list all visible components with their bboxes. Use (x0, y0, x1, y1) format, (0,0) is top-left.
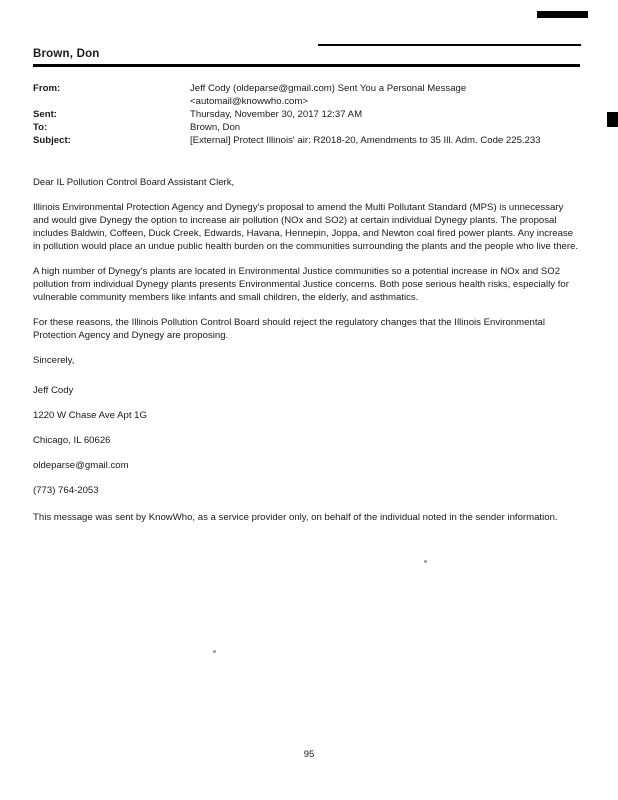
scan-artifact-corner (537, 11, 588, 18)
meta-row-sent (33, 108, 580, 121)
body-paragraph-2: A high number of Dynegy's plants are located in Environmental Justice communities so a potential increase in NOx and SO2 pollution from individual Dynegy plants presents Environmental Justice concerns. Both pose serious health risks, especially for vulnerable community members like infants and small children, the elderly, and asthmatics. (33, 266, 569, 303)
signature-email: oldeparse@gmail.com (33, 460, 129, 471)
body-paragraph-1: Illinois Environmental Protection Agency and Dynegy's proposal to amend the Multi Pollutant Standard (MPS) is unnecessary and would give Dynegy the option to increase air pollution (NOx and SO2) at certain individual Dynegy plants. The proposal includes Baldwin, Coffeen, Duck Creek, Edwards, Havana, Hennepin, Joppa, and Newton coal fired power plants. Any increase in pollution would place an undue public health burden on the communities surrounding the plants and the people who live there. (33, 202, 579, 252)
meta-row-subject (33, 134, 580, 147)
email-header-bar (33, 48, 580, 67)
page-number: 95 (303, 749, 315, 760)
scan-artifact-top-line (318, 44, 581, 46)
scan-artifact-edge-mark (607, 112, 618, 127)
header-divider (33, 64, 580, 67)
scan-speck (213, 650, 216, 653)
sent-label: Sent: (33, 109, 57, 120)
signature-name: Jeff Cody (33, 385, 74, 396)
salutation: Dear IL Pollution Control Board Assistant Clerk, (33, 177, 235, 188)
sent-value: Thursday, November 30, 2017 12:37 AM (190, 109, 363, 120)
service-footer: This message was sent by KnowWho, as a service provider only, on behalf of the individual noted in the sender information. (33, 512, 558, 523)
scan-speck (424, 560, 427, 563)
email-meta (33, 82, 580, 147)
to-label: To: (33, 122, 48, 133)
signature-address-line1: 1220 W Chase Ave Apt 1G (33, 410, 147, 421)
signature-phone: (773) 764-2053 (33, 485, 99, 496)
closing: Sincerely, (33, 355, 75, 366)
meta-row-to (33, 121, 580, 134)
from-label: From: (33, 83, 61, 94)
subject-value: [External] Protect Illinois' air: R2018-20, Amendments to 35 Ill. Adm. Code 225.233 (190, 135, 541, 146)
email-body (33, 176, 580, 524)
from-value-line2: <automail@knowwho.com> (190, 96, 308, 107)
signature-block (33, 384, 580, 497)
recipient-name: Brown, Don (33, 48, 100, 60)
signature-address-line2: Chicago, IL 60626 (33, 435, 111, 446)
to-value: Brown, Don (190, 122, 241, 133)
from-value (190, 82, 580, 108)
from-value-line1: Jeff Cody (oldeparse@gmail.com) Sent You a Personal Message (190, 83, 467, 94)
meta-row-from (33, 82, 580, 108)
body-paragraph-3: For these reasons, the Illinois Pollution Control Board should reject the regulatory changes that the Illinois Environmental Protection Agency and Dynegy are proposing. (33, 317, 545, 341)
subject-label: Subject: (33, 135, 71, 146)
